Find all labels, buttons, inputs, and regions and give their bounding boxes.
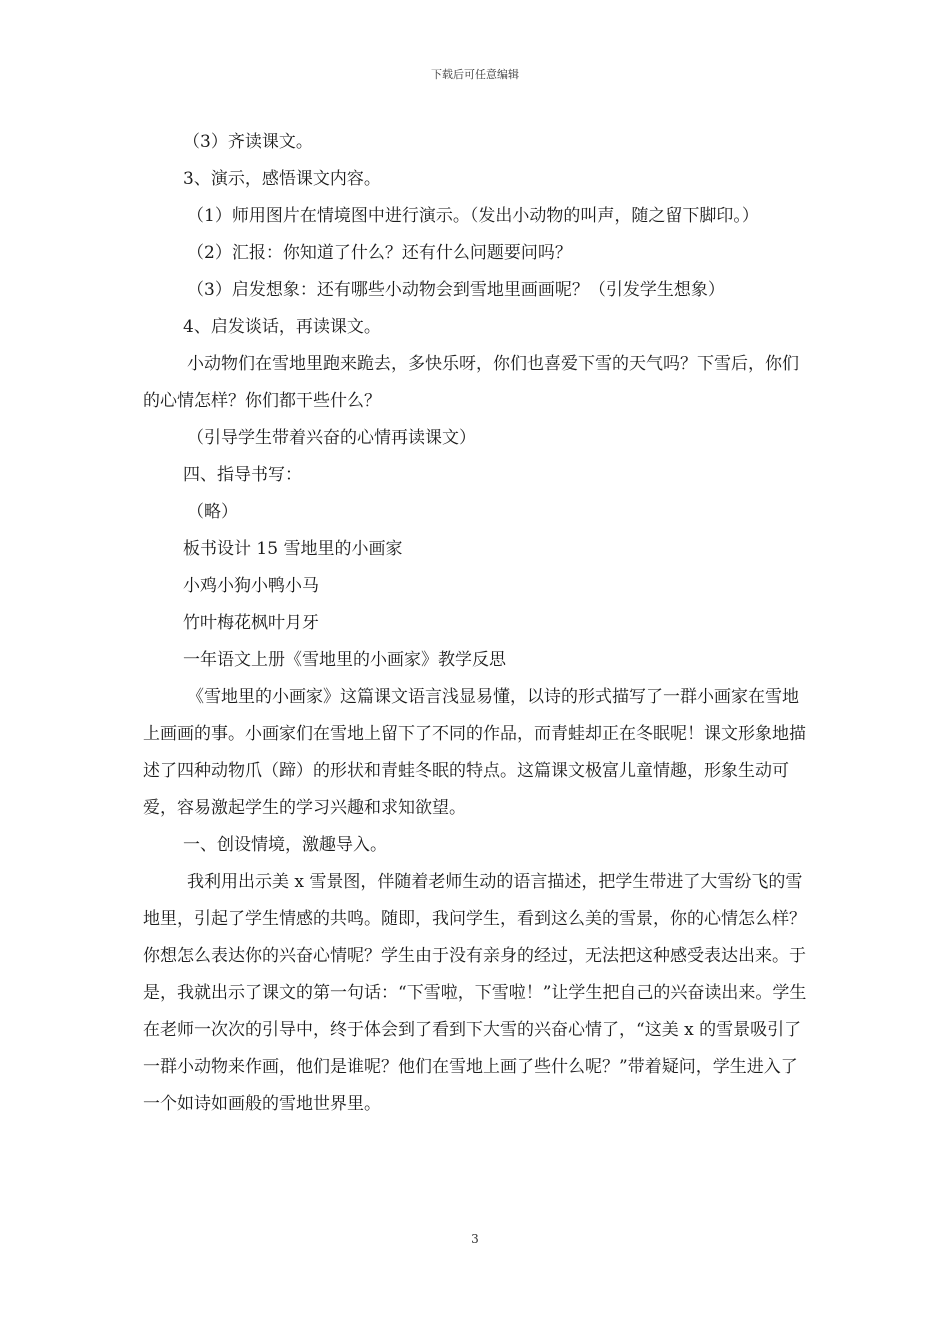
paragraph-1: （3）齐读课文。: [183, 132, 313, 152]
page-header: 下载后可任意编辑: [431, 68, 519, 81]
document-body: [143, 124, 807, 1123]
paragraph-7: 小动物们在雪地里跑来跪去，多快乐呀，你们也喜爱下雪的天气吗？下雪后，你们的心情怎样？你们都干些什么？: [143, 354, 799, 411]
paragraph-15: 《雪地里的小画家》这篇课文语言浅显易懂，以诗的形式描写了一群小画家在雪地上画画的事。小画家们在雪地上留下了不同的作品，而青蛙却正在冬眠呢！课文形象地描述了四种动物爪（蹄）的形状和青蛙冬眠的特点。这篇课文极富儿童情趣，形象生动可爱，容易激起学生的学习兴趣和求知欲望。: [143, 687, 806, 818]
paragraph-12: 小鸡小狗小鸭小马: [183, 576, 319, 596]
paragraph-9: 四、指导书写：: [183, 465, 302, 485]
paragraph-3: （1）师用图片在情境图中进行演示。（发出小动物的叫声，随之留下脚印。）: [187, 206, 759, 226]
paragraph-13: 竹叶梅花枫叶月牙: [183, 613, 319, 633]
paragraph-5: （3）启发想象：还有哪些小动物会到雪地里画画呢？（引发学生想象）: [187, 280, 725, 300]
paragraph-11: 板书设计 15 雪地里的小画家: [183, 539, 403, 559]
paragraph-8: （引导学生带着兴奋的心情再读课文）: [187, 428, 476, 448]
paragraph-16: 一、创设情境，激趣导入。: [183, 835, 387, 855]
paragraph-6: 4、启发谈话，再读课文。: [183, 317, 381, 337]
paragraph-2: 3、演示，感悟课文内容。: [183, 169, 381, 189]
paragraph-10: （略）: [187, 502, 238, 522]
page-number: 3: [471, 1232, 479, 1246]
paragraph-14: 一年语文上册《雪地里的小画家》教学反思: [183, 650, 506, 670]
paragraph-17: 我利用出示美 x 雪景图，伴随着老师生动的语言描述，把学生带进了大雪纷飞的雪地里，引起了学生情感的共鸣。随即，我问学生，看到这么美的雪景，你的心情怎么样？你想怎么表达你的兴奋心情呢？学生由于没有亲身的经过，无法把这种感受表达出来。于是，我就出示了课文的第一句话：“下雪啦，下雪啦！”让学生把自己的兴奋读出来。学生在老师一次次的引导中，终于体会到了看到下大雪的兴奋心情了，“这美 x 的雪景吸引了一群小动物来作画，他们是谁呢？他们在雪地上画了些什么呢？”带着疑问，学生进入了一个如诗如画般的雪地世界里。: [143, 872, 807, 1114]
paragraph-4: （2）汇报：你知道了什么？还有什么问题要问吗？: [187, 243, 572, 263]
